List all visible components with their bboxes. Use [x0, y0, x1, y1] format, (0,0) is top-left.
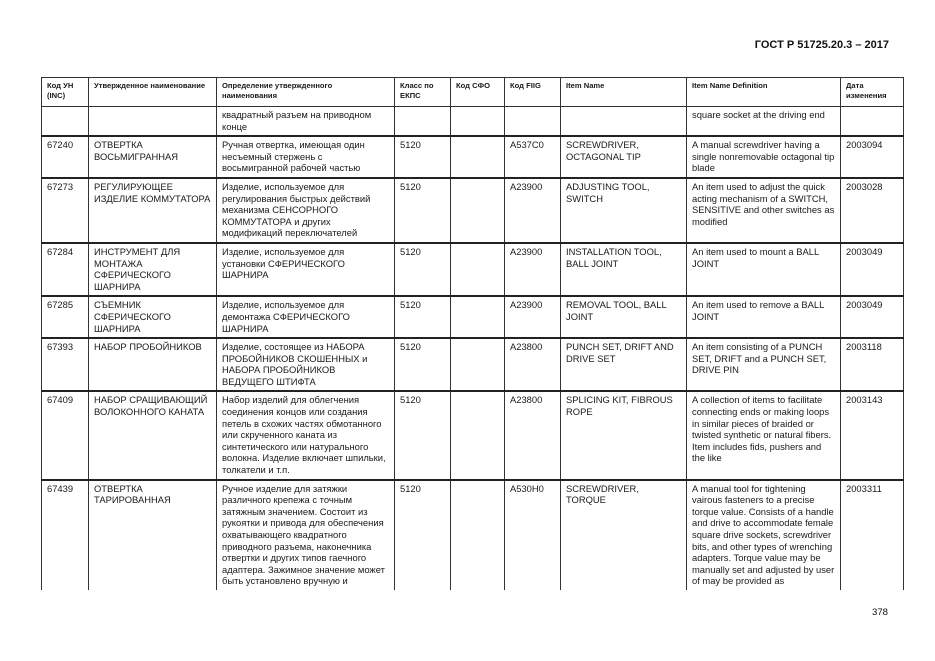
cell-definition: Изделие, используемое для установки СФЕРИЧЕСКОГО ШАРНИРА	[217, 243, 395, 296]
cell-name	[89, 107, 217, 137]
cell-inc: 67240	[42, 136, 89, 178]
cell-item-definition: square socket at the driving end	[687, 107, 841, 137]
cell-item-name: PUNCH SET, DRIFT AND DRIVE SET	[561, 338, 687, 391]
cell-class: 5120	[395, 391, 451, 479]
cell-definition: квадратный разъем на приводном конце	[217, 107, 395, 137]
cell-class: 5120	[395, 296, 451, 338]
cell-class: 5120	[395, 338, 451, 391]
cell-name: ОТВЕРТКА ТАРИРОВАННАЯ	[89, 480, 217, 590]
cell-date: 2003143	[841, 391, 904, 479]
cell-definition: Ручное изделие для затяжки различного крепежа с точным затяжным значением. Состоит из рукоятки и привода для обеспечения охватывающего квадратного приводного разъема, наконечника отвертки и других типов гаечного адаптера. Зажимное значение может быть установлено вручную и	[217, 480, 395, 590]
cell-item-name: SPLICING KIT, FIBROUS ROPE	[561, 391, 687, 479]
cell-inc: 67284	[42, 243, 89, 296]
cell-item-definition: A manual tool for tightening vairous fasteners to a precise torque value. Consists of a handle and drive to accommodate female square drive sockets, screwdriver bits, and other types of wrenching adapters. Torque value may be manually set and adjusted by user of may be provided as	[687, 480, 841, 590]
page-number: 378	[871, 607, 888, 618]
cell-inc	[42, 107, 89, 137]
cell-fiig	[505, 107, 561, 137]
cell-item-name	[561, 107, 687, 137]
table-row	[42, 107, 904, 137]
cell-date: 2003311	[841, 480, 904, 590]
cell-sfo	[451, 480, 505, 590]
cell-name: ИНСТРУМЕНТ ДЛЯ МОНТАЖА СФЕРИЧЕСКОГО ШАРНИРА	[89, 243, 217, 296]
cell-definition: Набор изделий для облегчения соединения концов или создания петель в схожих частях обмотанного или скрученного каната из синтетического или натурального волокна. Изделие включает шпильки, толкатели и т.п.	[217, 391, 395, 479]
cell-sfo	[451, 107, 505, 137]
cell-sfo	[451, 178, 505, 243]
cell-inc: 67393	[42, 338, 89, 391]
column-header-inc: Код УН (INC)	[42, 78, 89, 107]
cell-name: ОТВЕРТКА ВОСЬМИГРАННАЯ	[89, 136, 217, 178]
column-header-name: Утвержденное наименование	[89, 78, 217, 107]
cell-class: 5120	[395, 480, 451, 590]
cell-class: 5120	[395, 178, 451, 243]
cell-sfo	[451, 243, 505, 296]
cell-name: РЕГУЛИРУЮЩЕЕ ИЗДЕЛИЕ КОММУТАТОРА	[89, 178, 217, 243]
cell-inc: 67409	[42, 391, 89, 479]
document-standard-code: ГОСТ Р 51725.20.3 – 2017	[754, 39, 889, 51]
cell-class	[395, 107, 451, 137]
table-row	[42, 178, 904, 243]
table-row	[42, 243, 904, 296]
table-row	[42, 480, 904, 590]
cell-item-definition: A collection of items to facilitate connecting ends or making loops in similar pieces of braided or twisted synthetic or natural fibers. Item includes fids, pushers and the like	[687, 391, 841, 479]
cell-item-name: SCREWDRIVER, TORQUE	[561, 480, 687, 590]
cell-date: 2003028	[841, 178, 904, 243]
cell-item-definition: An item consisting of a PUNCH SET, DRIFT and a PUNCH SET, DRIVE PIN	[687, 338, 841, 391]
table-row	[42, 136, 904, 178]
cell-inc: 67439	[42, 480, 89, 590]
cell-class: 5120	[395, 243, 451, 296]
cell-fiig: A23800	[505, 391, 561, 479]
cell-sfo	[451, 391, 505, 479]
cell-date: 2003094	[841, 136, 904, 178]
column-header-definition: Определение утвержденного наименования	[217, 78, 395, 107]
cell-date	[841, 107, 904, 137]
cell-item-name: REMOVAL TOOL, BALL JOINT	[561, 296, 687, 338]
cell-sfo	[451, 338, 505, 391]
cell-item-definition: An item used to mount a BALL JOINT	[687, 243, 841, 296]
cell-inc: 67285	[42, 296, 89, 338]
table-row	[42, 338, 904, 391]
cell-date: 2003118	[841, 338, 904, 391]
column-header-item-name: Item Name	[561, 78, 687, 107]
cell-item-name: SCREWDRIVER, OCTAGONAL TIP	[561, 136, 687, 178]
cell-definition: Изделие, используемое для демонтажа СФЕРИЧЕСКОГО ШАРНИРА	[217, 296, 395, 338]
cell-fiig: A23900	[505, 243, 561, 296]
column-header-sfo: Код СФО	[451, 78, 505, 107]
column-header-item-definition: Item Name Definition	[687, 78, 841, 107]
cell-class: 5120	[395, 136, 451, 178]
cell-item-definition: A manual screwdriver having a single nonremovable octagonal tip blade	[687, 136, 841, 178]
cell-item-name: ADJUSTING TOOL, SWITCH	[561, 178, 687, 243]
cell-item-definition: An item used to adjust the quick acting mechanism of a SWITCH, SENSITIVE and other switches as modified	[687, 178, 841, 243]
cell-fiig: A537C0	[505, 136, 561, 178]
cell-definition: Изделие, состоящее из НАБОРА ПРОБОЙНИКОВ СКОШЕННЫХ и НАБОРА ПРОБОЙНИКОВ ВЕДУЩЕГО ШТИФТА	[217, 338, 395, 391]
column-header-date: Дата изменения	[841, 78, 904, 107]
cell-item-name: INSTALLATION TOOL, BALL JOINT	[561, 243, 687, 296]
cell-inc: 67273	[42, 178, 89, 243]
cell-fiig: A23900	[505, 178, 561, 243]
cell-sfo	[451, 136, 505, 178]
cell-date: 2003049	[841, 243, 904, 296]
column-header-fiig: Код FIIG	[505, 78, 561, 107]
cell-name: НАБОР СРАЩИВАЮЩИЙ ВОЛОКОННОГО КАНАТА	[89, 391, 217, 479]
cell-definition: Изделие, используемое для регулирования быстрых действий механизма СЕНСОРНОГО КОММУТАТОРА и других модификаций переключателей	[217, 178, 395, 243]
cell-name: НАБОР ПРОБОЙНИКОВ	[89, 338, 217, 391]
classification-table	[41, 77, 904, 590]
cell-item-definition: An item used to remove a BALL JOINT	[687, 296, 841, 338]
cell-fiig: A23900	[505, 296, 561, 338]
table-header-row	[42, 78, 904, 107]
table-row	[42, 296, 904, 338]
cell-name: СЪЕМНИК СФЕРИЧЕСКОГО ШАРНИРА	[89, 296, 217, 338]
cell-date: 2003049	[841, 296, 904, 338]
cell-fiig: A23800	[505, 338, 561, 391]
column-header-class: Класс по ЕКПС	[395, 78, 451, 107]
cell-sfo	[451, 296, 505, 338]
table-row	[42, 391, 904, 479]
cell-definition: Ручная отвертка, имеющая один несъемный стержень с восьмигранной рабочей частью	[217, 136, 395, 178]
cell-fiig: A530H0	[505, 480, 561, 590]
